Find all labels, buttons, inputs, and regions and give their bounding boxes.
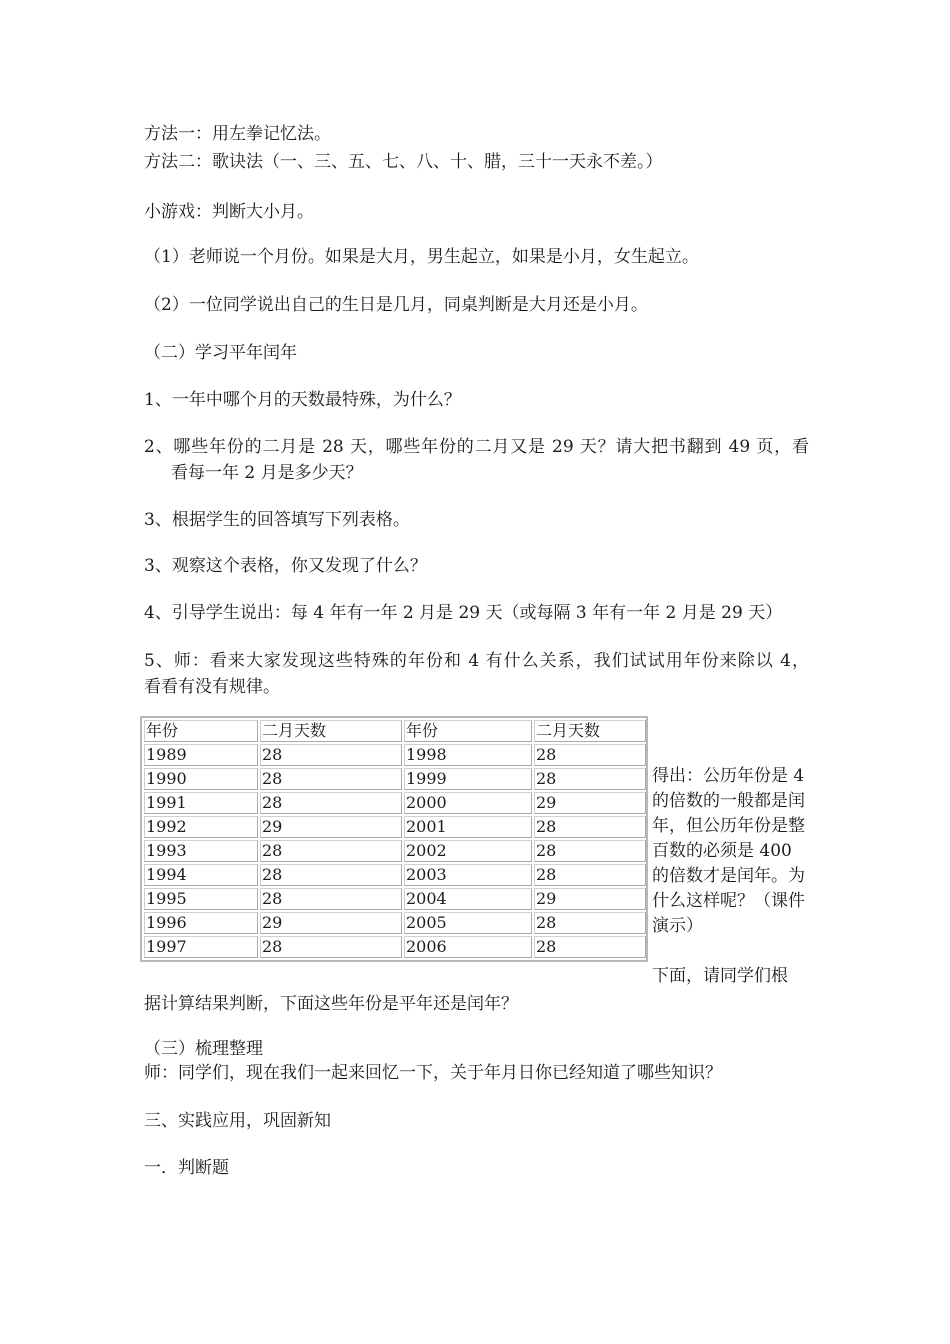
table-cell: 28 [534, 912, 646, 934]
table-cell: 29 [534, 888, 646, 910]
table-row [144, 888, 646, 910]
question-5-line-1: 5、师：看来大家发现这些特殊的年份和 4 有什么关系，我们试试用年份来除以 4， [144, 651, 809, 671]
table-cell: 1996 [144, 912, 258, 934]
table-cell: 2005 [404, 912, 532, 934]
mini-game-step-1: （1）老师说一个月份。如果是大月，男生起立，如果是小月，女生起立。 [144, 247, 699, 267]
method-one: 方法一：用左拳记忆法。 [144, 124, 331, 144]
table-cell: 2000 [404, 792, 532, 814]
table-cell: 28 [534, 840, 646, 862]
judgement-heading: 一．判断题 [144, 1158, 229, 1178]
conclusion-note: 得出：公历年份是 4 的倍数的一般都是闰年，但公历年份是整百数的必须是 400 的倍数才是闰年。为什么这样呢？（课件演示） [652, 766, 805, 936]
table-row [144, 744, 646, 766]
question-2-line-2: 看每一年 2 月是多少天？ [171, 463, 363, 483]
question-4: 4、引导学生说出：每 4 年有一年 2 月是 29 天（或每隔 3 年有一年 2 月是 29 天） [144, 603, 783, 623]
table-row [144, 768, 646, 790]
table-cell: 1998 [404, 744, 532, 766]
header-cell: 年份 [404, 720, 532, 742]
table-cell: 28 [534, 744, 646, 766]
question-2 [144, 434, 809, 486]
table-cell: 28 [260, 768, 402, 790]
table-row [144, 816, 646, 838]
table-cell: 28 [534, 768, 646, 790]
part-three-heading: 三、实践应用，巩固新知 [144, 1111, 331, 1131]
mini-game-title: 小游戏：判断大小月。 [144, 202, 314, 222]
table-cell: 29 [260, 816, 402, 838]
post-table-paragraph [144, 962, 809, 1018]
table-cell: 1991 [144, 792, 258, 814]
table-header-row [144, 720, 646, 742]
header-cell: 二月天数 [260, 720, 402, 742]
table-cell: 28 [534, 816, 646, 838]
question-3a: 3、根据学生的回答填写下列表格。 [144, 510, 410, 530]
section-three-heading: （三）梳理整理 [144, 1039, 263, 1059]
table-cell: 1999 [404, 768, 532, 790]
table-cell: 29 [534, 792, 646, 814]
table-cell: 29 [260, 912, 402, 934]
table-cell: 28 [260, 744, 402, 766]
mini-game-step-2: （2）一位同学说出自己的生日是几月，同桌判断是大月还是小月。 [144, 295, 648, 315]
table-row [144, 912, 646, 934]
teacher-question: 师：同学们，现在我们一起来回忆一下，关于年月日你已经知道了哪些知识？ [144, 1063, 722, 1083]
header-cell: 二月天数 [534, 720, 646, 742]
table-cell: 1990 [144, 768, 258, 790]
question-2-line-1: 2、哪些年份的二月是 28 天，哪些年份的二月又是 29 天？请大把书翻到 49 页，看 [144, 437, 809, 457]
table-cell: 28 [260, 864, 402, 886]
year-days-table [142, 718, 648, 960]
table-cell: 1993 [144, 840, 258, 862]
table-cell: 28 [260, 792, 402, 814]
table-cell: 1992 [144, 816, 258, 838]
leap-year-table [140, 716, 648, 962]
header-cell: 年份 [144, 720, 258, 742]
table-cell: 1995 [144, 888, 258, 910]
table-cell: 28 [534, 936, 646, 958]
table-row [144, 840, 646, 862]
table-cell: 1989 [144, 744, 258, 766]
table-row [144, 936, 646, 958]
table-cell: 1997 [144, 936, 258, 958]
table-cell: 1994 [144, 864, 258, 886]
post-table-line-2: 据计算结果判断，下面这些年份是平年还是闰年？ [144, 994, 518, 1014]
method-two: 方法二：歌诀法（一、三、五、七、八、十、腊，三十一天永不差。） [144, 152, 663, 172]
question-1: 1、一年中哪个月的天数最特殊，为什么？ [144, 390, 461, 410]
table-cell: 2001 [404, 816, 532, 838]
table-cell: 2004 [404, 888, 532, 910]
question-5 [144, 648, 809, 700]
table-cell: 2003 [404, 864, 532, 886]
table-cell: 28 [260, 936, 402, 958]
table-cell: 2002 [404, 840, 532, 862]
question-5-line-2: 看看有没有规律。 [144, 677, 280, 697]
table-cell: 28 [534, 864, 646, 886]
table-cell: 28 [260, 888, 402, 910]
table-row [144, 792, 646, 814]
post-table-line-1: 下面，请同学们根 [652, 966, 788, 986]
section-two-heading: （二）学习平年闰年 [144, 343, 297, 363]
table-row [144, 864, 646, 886]
table-cell: 28 [260, 840, 402, 862]
question-3b: 3、观察这个表格，你又发现了什么？ [144, 556, 427, 576]
table-cell: 2006 [404, 936, 532, 958]
